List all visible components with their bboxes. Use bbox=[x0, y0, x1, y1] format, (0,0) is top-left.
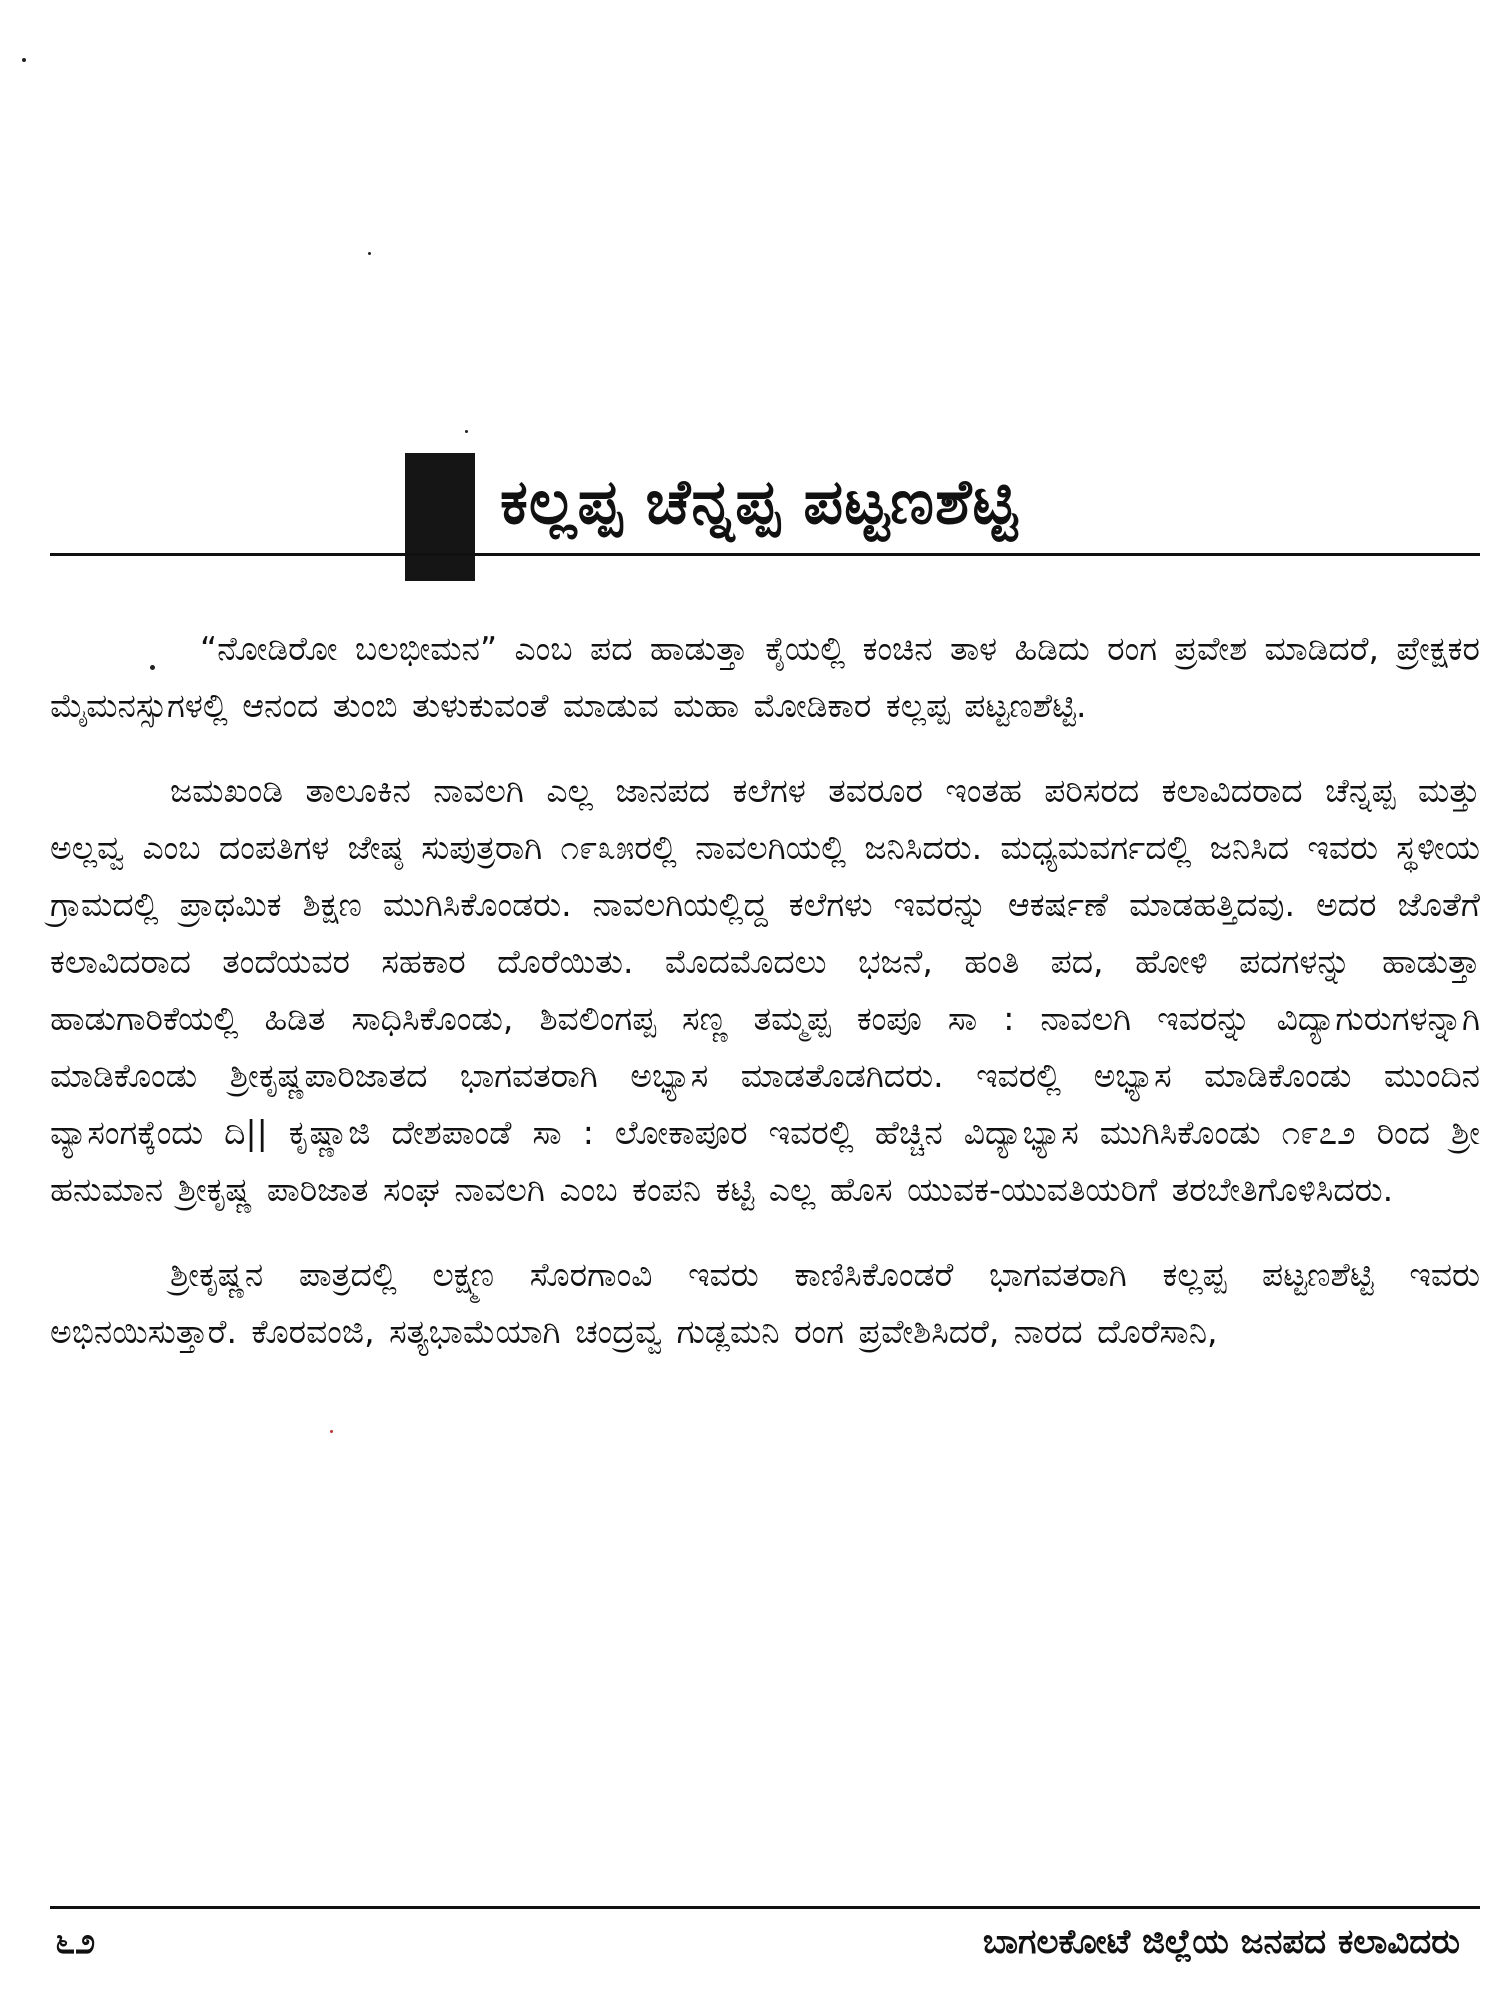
title-divider bbox=[50, 553, 1480, 556]
running-title: ಬಾಗಲಕೋಟೆ ಜಿಲ್ಲೆಯ ಜನಪದ ಕಲಾವಿದರು bbox=[982, 1922, 1460, 1962]
body-text bbox=[50, 620, 1480, 1388]
paragraph-2: ಜಮಖಂಡಿ ತಾಲೂಕಿನ ನಾವಲಗಿ ಎಲ್ಲ ಜಾನಪದ ಕಲೆಗಳ ತವರೂರ ಇಂತಹ ಪರಿಸರದ ಕಲಾವಿದರಾದ ಚೆನ್ನಪ್ಪ ಮತ್ತು ಅಲ್ಲವ್ವ ಎಂಬ ದಂಪತಿಗಳ ಜೇಷ್ಠ ಸುಪುತ್ರರಾಗಿ ೧೯೩೫ರಲ್ಲಿ ನಾವಲಗಿಯಲ್ಲಿ ಜನಿಸಿದರು. ಮಧ್ಯಮವರ್ಗದಲ್ಲಿ ಜನಿಸಿದ ಇವರು ಸ್ಥಳೀಯ ಗ್ರಾಮದಲ್ಲಿ ಪ್ರಾಥಮಿಕ ಶಿಕ್ಷಣ ಮುಗಿಸಿಕೊಂಡರು. ನಾವಲಗಿಯಲ್ಲಿದ್ದ ಕಲೆಗಳು ಇವರನ್ನು ಆಕರ್ಷಣೆ ಮಾಡಹತ್ತಿದವು. ಅದರ ಜೊತೆಗೆ ಕಲಾವಿದರಾದ ತಂದೆಯವರ ಸಹಕಾರ ದೊರೆಯಿತು. ಮೊದಮೊದಲು ಭಜನೆ, ಹಂತಿ ಪದ, ಹೋಳಿ ಪದಗಳನ್ನು ಹಾಡುತ್ತಾ ಹಾಡುಗಾರಿಕೆಯಲ್ಲಿ ಹಿಡಿತ ಸಾಧಿಸಿಕೊಂಡು, ಶಿವಲಿಂಗಪ್ಪ ಸಣ್ಣ ತಮ್ಮಪ್ಪ ಕಂಪೂ ಸಾ : ನಾವಲಗಿ ಇವರನ್ನು ವಿದ್ಯಾಗುರುಗಳನ್ನಾಗಿ ಮಾಡಿಕೊಂಡು ಶ್ರೀಕೃಷ್ಣಪಾರಿಜಾತದ ಭಾಗವತರಾಗಿ ಅಭ್ಯಾಸ ಮಾಡತೊಡಗಿದರು. ಇವರಲ್ಲಿ ಅಭ್ಯಾಸ ಮಾಡಿಕೊಂಡು ಮುಂದಿನ ವ್ಯಾಸಂಗಕ್ಕೆಂದು ದಿ|| ಕೃಷ್ಣಾಜಿ ದೇಶಪಾಂಡೆ ಸಾ : ಲೋಕಾಪೂರ ಇವರಲ್ಲಿ ಹೆಚ್ಚಿನ ವಿದ್ಯಾಭ್ಯಾಸ ಮುಗಿಸಿಕೊಂಡು ೧೯೭೨ ರಿಂದ ಶ್ರೀ ಹನುಮಾನ ಶ್ರೀಕೃಷ್ಣ ಪಾರಿಜಾತ ಸಂಘ ನಾವಲಗಿ ಎಂಬ ಕಂಪನಿ ಕಟ್ಟಿ ಎಲ್ಲ ಹೊಸ ಯುವಕ-ಯುವತಿಯರಿಗೆ ತರಬೇತಿಗೊಳಿಸಿದರು. bbox=[50, 771, 1480, 1209]
page-title: ಕಲ್ಲಪ್ಪ ಚೆನ್ನಪ್ಪ ಪಟ್ಟಣಶೆಟ್ಟಿ bbox=[500, 465, 1019, 538]
scan-speck bbox=[368, 252, 371, 255]
footer-divider bbox=[50, 1906, 1480, 1909]
paragraph-3: ಶ್ರೀಕೃಷ್ಣನ ಪಾತ್ರದಲ್ಲಿ ಲಕ್ಷ್ಮಣ ಸೊರಗಾಂವಿ ಇವರು ಕಾಣಿಸಿಕೊಂಡರೆ ಭಾಗವತರಾಗಿ ಕಲ್ಲಪ್ಪ ಪಟ್ಟಣಶೆಟ್ಟಿ ಇವರು ಅಭಿನಯಿಸುತ್ತಾರೆ. ಕೊರವಂಜಿ, ಸತ್ಯಭಾಮೆಯಾಗಿ ಚಂದ್ರವ್ವ ಗುಡ್ಲಮನಿ ರಂಗ ಪ್ರವೇಶಿಸಿದರೆ, ನಾರದ ದೊರೆಸಾನಿ, bbox=[50, 1255, 1480, 1351]
paragraph-1: “ನೋಡಿರೋ ಬಲಭೀಮನ” ಎಂಬ ಪದ ಹಾಡುತ್ತಾ ಕೈಯಲ್ಲಿ ಕಂಚಿನ ತಾಳ ಹಿಡಿದು ರಂಗ ಪ್ರವೇಶ ಮಾಡಿದರೆ, ಪ್ರೇಕ್ಷಕರ ಮೈಮನಸ್ಸುಗಳಲ್ಲಿ ಆನಂದ ತುಂಬಿ ತುಳುಕುವಂತೆ ಮಾಡುವ ಮಹಾ ಮೋಡಿಕಾರ ಕಲ್ಲಪ್ಪ ಪಟ್ಟಣಶೆಟ್ಟಿ. bbox=[50, 629, 1480, 725]
title-marker-block bbox=[405, 453, 475, 581]
scan-speck bbox=[330, 1430, 333, 1433]
page-number: ೬೨ bbox=[55, 1921, 96, 1962]
scan-speck bbox=[465, 430, 468, 433]
scan-speck bbox=[22, 58, 26, 62]
